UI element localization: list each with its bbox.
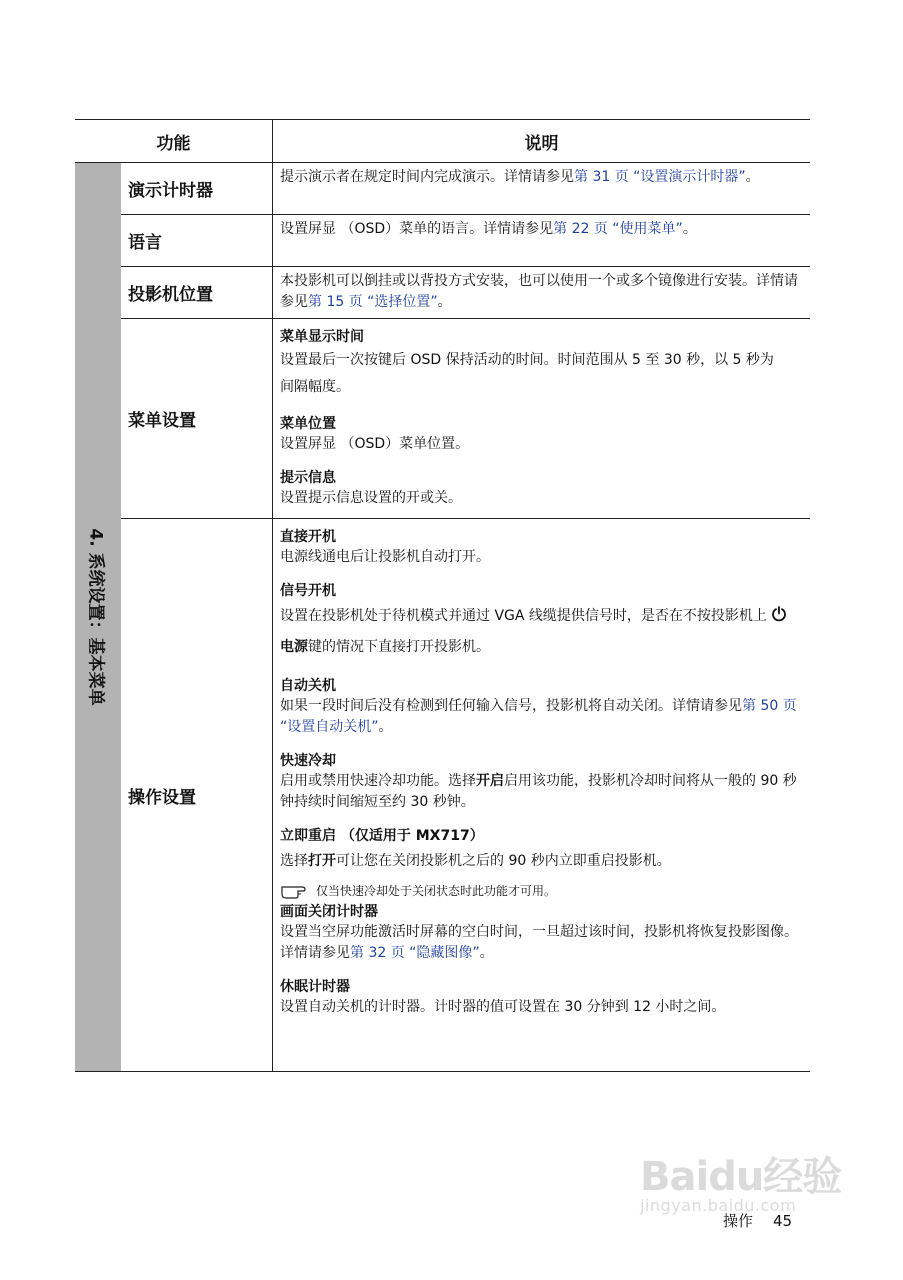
bold-option: 打开 (308, 853, 336, 869)
sub-title: 菜单位置 (280, 416, 336, 432)
page-link[interactable]: 第 50 页 “设置自动关机” (280, 698, 797, 735)
header-function: 功能 (75, 119, 273, 163)
row-name: 菜单设置 (121, 319, 273, 518)
table-row (121, 319, 810, 519)
bold-option: 开启 (476, 773, 504, 789)
sub-title: 菜单显示时间 (280, 329, 364, 345)
note-text: 仅当快速冷却处于关闭状态时此功能才可用。 (316, 884, 557, 898)
footer-section: 操作 (723, 1212, 754, 1230)
section-sidebar (75, 163, 121, 1072)
desc-text: 如果一段时间后没有检测到任何输入信号，投影机将自动关闭。详情请参见 (280, 698, 742, 714)
section-label: 4. 系统设置：基本菜单 (85, 528, 106, 706)
row-description (273, 163, 810, 214)
sub-text (280, 846, 804, 876)
sub-text: 设置屏显 （OSD）菜单位置。 (280, 436, 470, 452)
desc-text: 选择 (280, 853, 308, 869)
page-number: 45 (773, 1212, 793, 1230)
watermark-url: jingyan.baidu.com (640, 1196, 797, 1215)
desc-text: 启用该功能，投影机冷却时间将从一般的 90 秒钟持续时间缩短至约 30 秒钟。 (280, 773, 797, 810)
row-name: 操作设置 (121, 519, 273, 1071)
desc-text: 。 (378, 719, 393, 735)
row-description (273, 519, 810, 1071)
header-description: 说明 (273, 119, 810, 163)
desc-text: 设置屏显 （OSD）菜单的语言。详情请参见 (280, 221, 554, 237)
note-hand-icon (280, 883, 310, 899)
sub-text (280, 601, 804, 663)
sub-title: 信号开机 (280, 583, 336, 599)
sub-title: 画面关闭计时器 (280, 904, 378, 920)
page-footer (723, 1210, 792, 1231)
baidu-watermark (640, 1145, 841, 1215)
sub-text (280, 696, 804, 738)
power-key-label: 电源 (280, 639, 308, 655)
table-row (121, 215, 810, 267)
sub-text: 设置提示信息设置的开或关。 (280, 490, 462, 506)
page-link[interactable]: 第 22 页 “使用菜单” (553, 221, 683, 237)
function-table (75, 119, 810, 1072)
table-row (121, 519, 810, 1072)
sub-text (280, 922, 804, 964)
power-icon (771, 606, 787, 622)
row-name: 语言 (121, 215, 273, 266)
sub-title: 提示信息 (280, 470, 336, 486)
desc-text: 。 (745, 169, 760, 185)
table-row (121, 267, 810, 319)
row-name: 演示计时器 (121, 163, 273, 214)
page-link[interactable]: 第 31 页 “设置演示计时器” (574, 169, 746, 185)
watermark-logo: Baidu经验 (640, 1154, 842, 1200)
sub-title: 自动关机 (280, 678, 336, 694)
sub-title: 直接开机 (280, 529, 336, 545)
desc-text: 设置在投影机处于待机模式并通过 VGA 线缆提供信号时，是否在不按投影机上 (280, 608, 767, 624)
sub-text: 设置最后一次按键后 OSD 保持活动的时间。时间范围从 5 至 30 秒，以 5 秒为间隔幅度。 (280, 352, 774, 395)
desc-text: 本投影机可以倒挂或以背投方式安装，也可以使用一个或多个镜像进行安装。详情请参见 (280, 273, 798, 310)
sub-text: 电源线通电后让投影机自动打开。 (280, 549, 490, 565)
desc-text: 设置当空屏功能激活时屏幕的空白时间，一旦超过该时间，投影机将恢复投影图像。详情请参见 (280, 924, 798, 961)
note (280, 882, 804, 900)
desc-text: 提示演示者在规定时间内完成演示。详情请参见 (280, 169, 574, 185)
row-description (273, 267, 810, 318)
row-description (273, 319, 810, 518)
desc-text: 可让您在关闭投影机之后的 90 秒内立即重启投影机。 (336, 853, 671, 869)
table-row (121, 163, 810, 215)
desc-text: 。 (437, 294, 452, 310)
desc-text: 键的情况下直接打开投影机。 (308, 639, 490, 655)
row-name: 投影机位置 (121, 267, 273, 318)
desc-text: 。 (682, 221, 697, 237)
sub-title: 立即重启 （仅适用于 MX717） (280, 828, 484, 844)
sub-title: 快速冷却 (280, 753, 336, 769)
sub-title: 休眠计时器 (280, 979, 350, 995)
sub-text: 设置自动关机的计时器。计时器的值可设置在 30 分钟到 12 小时之间。 (280, 999, 726, 1015)
page-link[interactable]: 第 15 页 “选择位置” (308, 294, 438, 310)
sub-text (280, 771, 804, 813)
page-link[interactable]: 第 32 页 “隐藏图像” (350, 945, 480, 961)
desc-text: 启用或禁用快速冷却功能。选择 (280, 773, 476, 789)
row-description (273, 215, 810, 266)
desc-text: 。 (479, 945, 494, 961)
